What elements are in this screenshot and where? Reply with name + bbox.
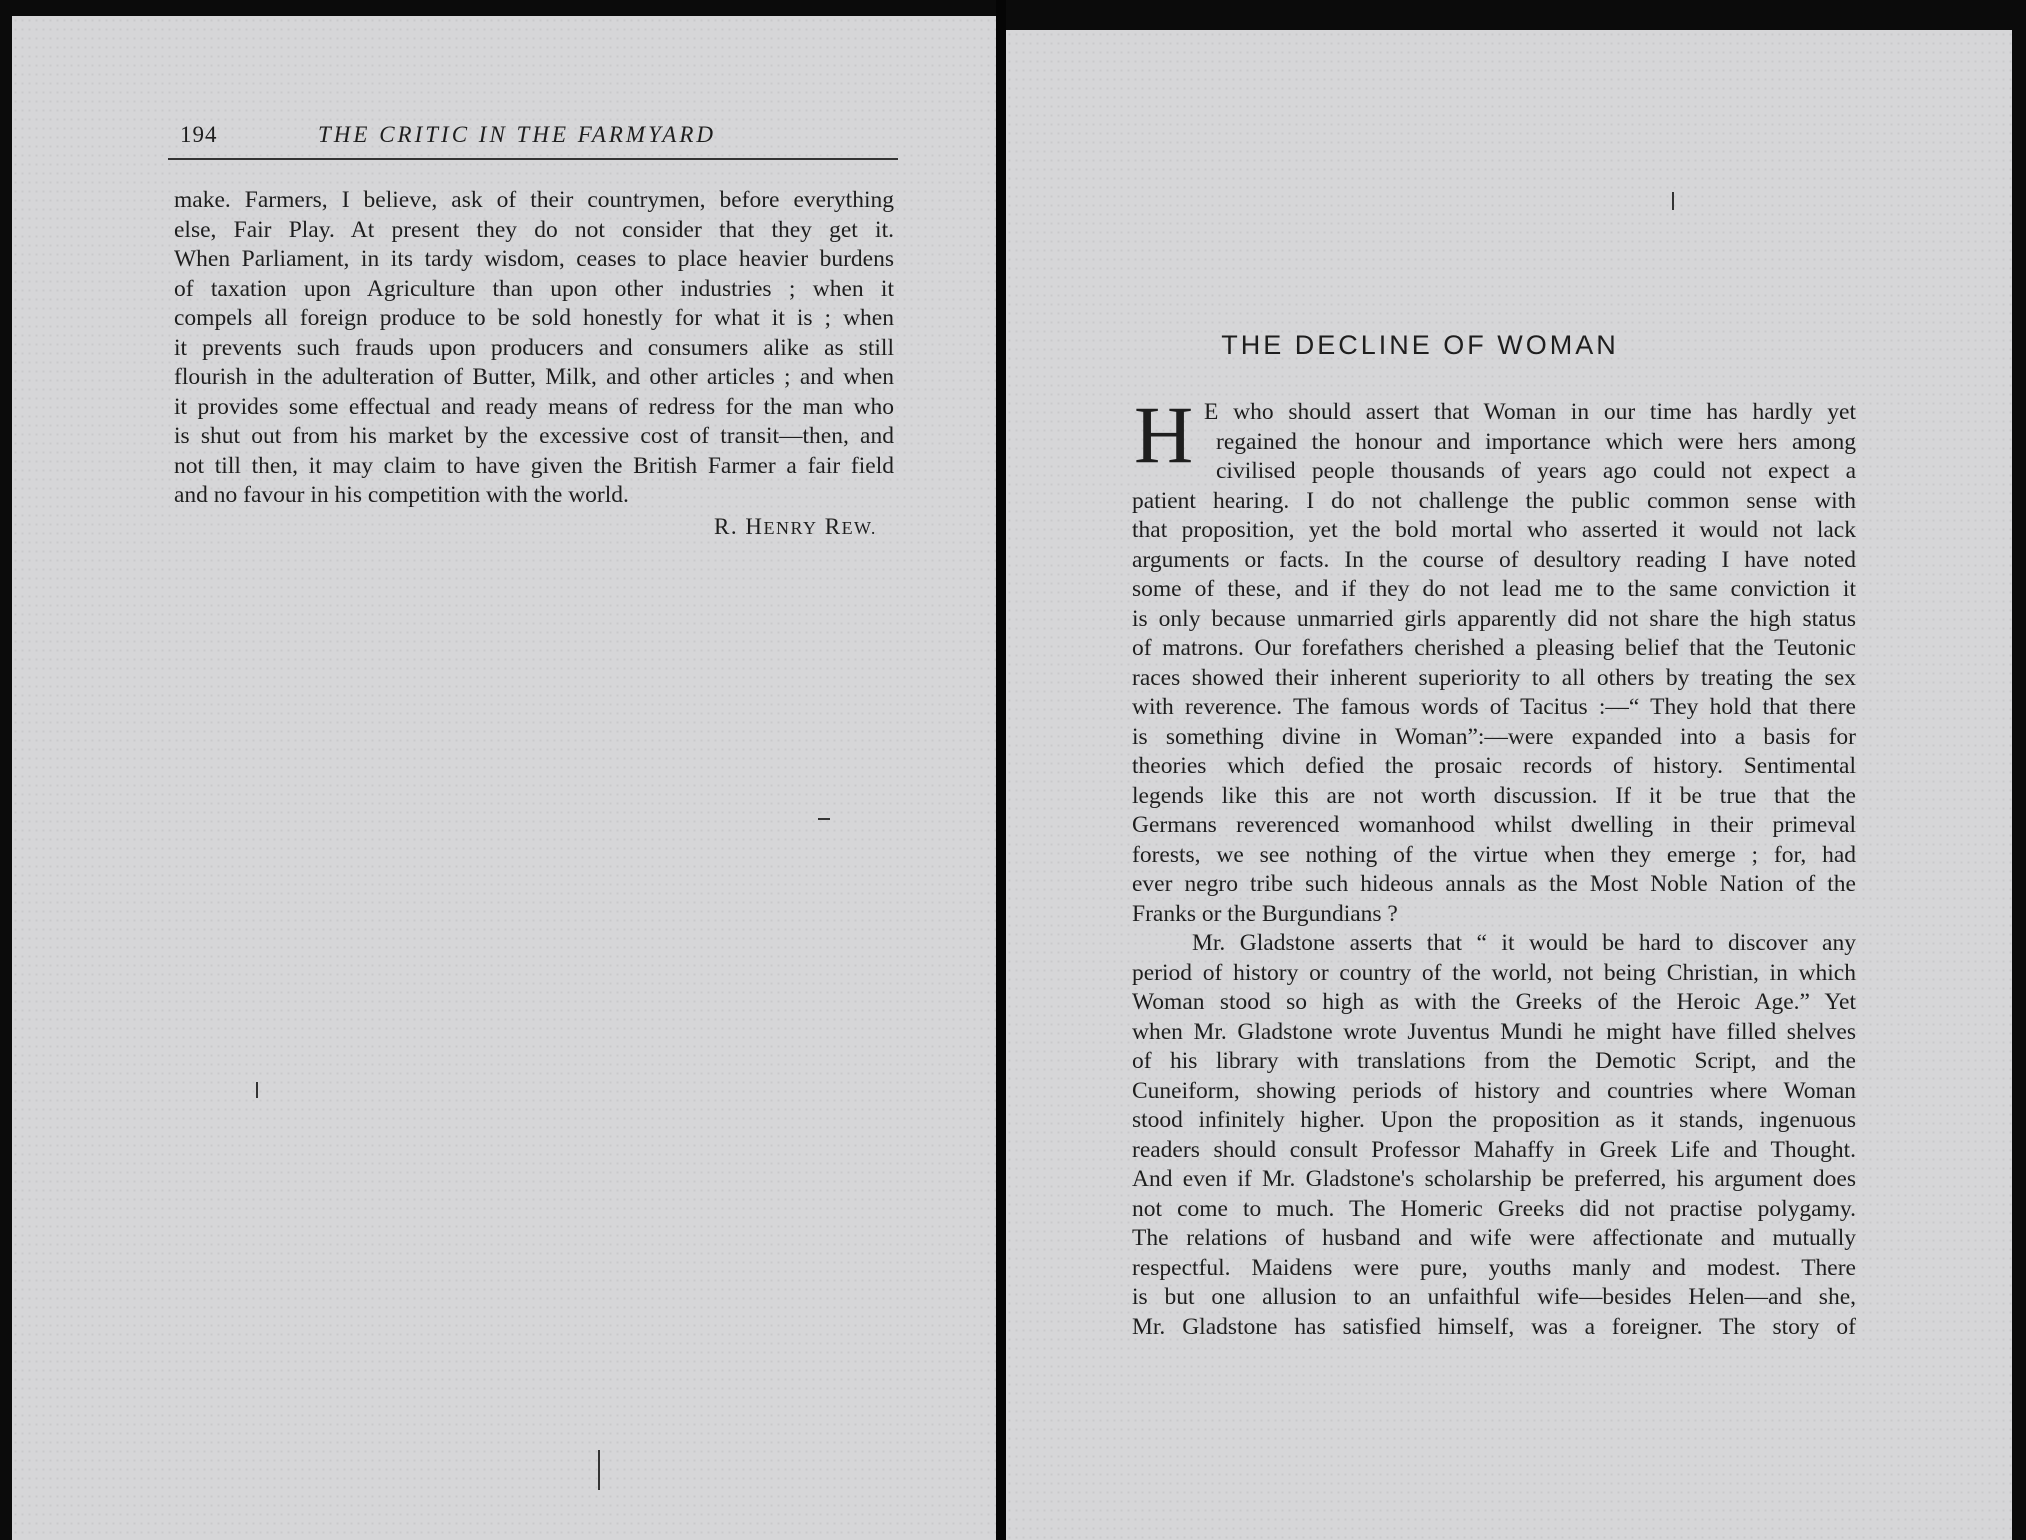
text-line: E who should assert that Woman in our time has hardly yet [1204, 399, 1856, 425]
text-line: forests, we see nothing of the virtue when they emerge ; for, had [1132, 841, 1856, 868]
print-mark [1672, 192, 1674, 210]
text-line: readers should consult Professor Mahaffy in Greek Life and Thought. [1132, 1136, 1856, 1163]
text-line: Germans reverenced womanhood whilst dwelling in their primeval [1132, 812, 1856, 838]
text-line: of taxation upon Agriculture than upon other industries ; when it [174, 275, 894, 302]
text-line: arguments or facts. In the course of desultory reading I have noted [1132, 546, 1856, 573]
text-line: civilised people thousands of years ago could not expect a [1216, 458, 1856, 484]
text-line: legends like this are not worth discussion. If it be true that the [1132, 782, 1856, 809]
text-line: respectful. Maidens were pure, youths manly and modest. There [1132, 1254, 1856, 1281]
page-number: 194 [180, 122, 218, 147]
text-line: Woman stood so high as with the Greeks of the Heroic Age.” Yet [1132, 989, 1856, 1015]
signature-part: EW. [841, 518, 877, 538]
signature-part: ENRY [763, 518, 818, 538]
print-mark [256, 1082, 258, 1098]
print-mark [598, 1450, 600, 1490]
text-line: is but one allusion to an unfaithful wife—besides Helen—and she, [1132, 1284, 1856, 1310]
text-line: that proposition, yet the bold mortal who asserted it would not lack [1132, 517, 1856, 543]
right-page-text [1132, 398, 1856, 1342]
text-line: and no favour in his competition with the world. [174, 482, 629, 508]
text-line: Cuneiform, showing periods of history and countries where Woman [1132, 1077, 1856, 1104]
text-line: is only because unmarried girls apparently did not share the high status [1132, 605, 1856, 632]
text-line: with reverence. The famous words of Tacitus :—“ They hold that there [1132, 694, 1856, 720]
chapter-title: THE DECLINE OF WOMAN [1221, 330, 1619, 360]
text-line: theories which defied the prosaic records of history. Sentimental [1132, 753, 1856, 779]
text-line: compels all foreign produce to be sold honestly for what it is ; when [174, 305, 894, 331]
left-page-text [174, 186, 894, 511]
text-line: flourish in the adulteration of Butter, Milk, and other articles ; and when [174, 364, 894, 390]
signature-part: R. H [714, 514, 764, 539]
text-line: The relations of husband and wife were affectionate and mutually [1132, 1225, 1856, 1251]
text-line: not till then, it may claim to have given the British Farmer a fair field [174, 452, 894, 479]
text-line: make. Farmers, I believe, ask of their countrymen, before everything [174, 187, 894, 213]
text-line: period of history or country of the world, not being Christian, in which [1132, 959, 1856, 986]
author-signature [714, 514, 877, 540]
text-line: when Mr. Gladstone wrote Juventus Mundi he might have filled shelves [1132, 1018, 1856, 1045]
text-line: of matrons. Our forefathers cherished a pleasing belief that the Teutonic [1132, 635, 1856, 661]
print-mark [818, 818, 830, 820]
text-line: it provides some effectual and ready means of redress for the man who [174, 393, 894, 420]
text-line: When Parliament, in its tardy wisdom, ceases to place heavier burdens [174, 246, 894, 272]
text-line: not come to much. The Homeric Greeks did not practise polygamy. [1132, 1195, 1856, 1222]
text-line: is shut out from his market by the excessive cost of transit—then, and [174, 423, 894, 449]
text-line: Mr. Gladstone asserts that “ it would be hard to discover any [1192, 930, 1856, 956]
running-head [168, 122, 898, 160]
drop-cap: H [1134, 389, 1194, 480]
text-line: else, Fair Play. At present they do not consider that they get it. [174, 216, 894, 243]
text-line: Franks or the Burgundians ? [1132, 900, 1398, 927]
text-line: And even if Mr. Gladstone's scholarship be preferred, his argument does [1132, 1166, 1856, 1192]
text-line: ever negro tribe such hideous annals as the Most Noble Nation of the [1132, 871, 1856, 897]
running-title: THE CRITIC IN THE FARMYARD [318, 122, 716, 147]
signature-part: R [817, 514, 842, 539]
text-line: races showed their inherent superiority to all others by treating the sex [1132, 664, 1856, 691]
text-line: Mr. Gladstone has satisfied himself, was a foreigner. The story of [1132, 1313, 1856, 1340]
book-gutter [996, 0, 1006, 1540]
text-line: stood infinitely higher. Upon the proposition as it stands, ingenuous [1132, 1107, 1856, 1133]
text-line: it prevents such frauds upon producers and consumers alike as still [174, 334, 894, 361]
text-line: regained the honour and importance which were hers among [1216, 428, 1856, 455]
text-line: of his library with translations from the Demotic Script, and the [1132, 1048, 1856, 1074]
text-line: patient hearing. I do not challenge the public common sense with [1132, 487, 1856, 514]
text-line: some of these, and if they do not lead me to the same conviction it [1132, 576, 1856, 602]
text-line: is something divine in Woman”:—were expanded into a basis for [1132, 723, 1856, 750]
